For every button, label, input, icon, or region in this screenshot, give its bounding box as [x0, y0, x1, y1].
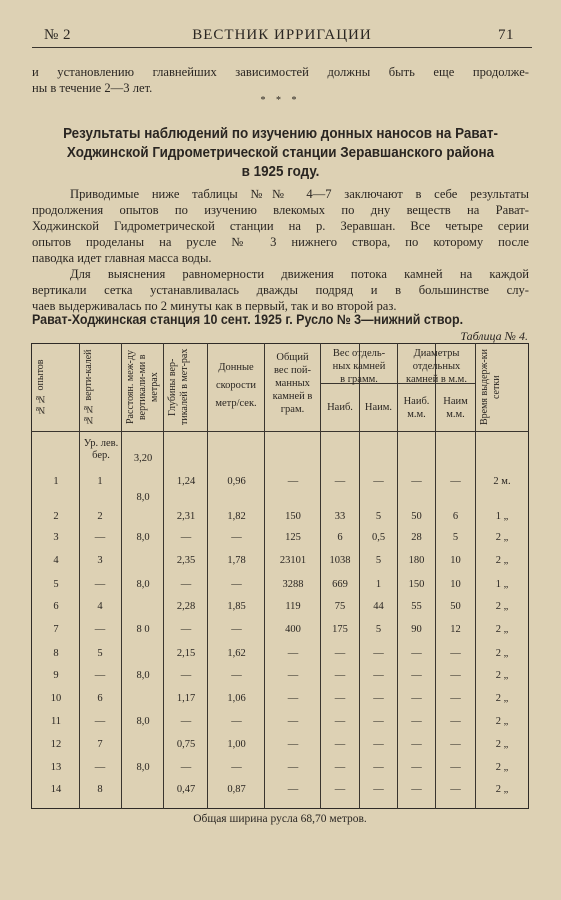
cell-weight-max: — [334, 716, 346, 727]
cell-velocity: 1,78 [227, 555, 246, 566]
cell-weight-min: — [373, 716, 384, 727]
cell-total-weight: — [287, 716, 299, 727]
cell-weight-min: — [373, 670, 384, 681]
cell-total-weight: 150 [285, 511, 301, 522]
cell-time: 2 „ [495, 693, 509, 704]
cell-time: 1 „ [495, 511, 509, 522]
cell-vertical: 5 [97, 648, 103, 659]
table-number-label: Таблица № 4. [460, 329, 528, 343]
cell-experiment: 3 [53, 532, 59, 543]
left-bank-water-level: Ур. лев. бер. [83, 438, 119, 461]
cell-vertical: 1 [97, 476, 103, 487]
cell-depth: 0,75 [176, 739, 196, 750]
cell-velocity: — [231, 624, 242, 635]
cell-weight-max: — [334, 784, 346, 795]
cell-weight-max: — [334, 739, 346, 750]
cell-weight-min: — [373, 762, 384, 773]
cell-diameter-max: 55 [411, 601, 422, 612]
title-line-2: Ходжинской Гидрометрической станции Зеравшанского района [66, 145, 495, 161]
cell-depth: 2,31 [176, 511, 196, 522]
cell-time: 1 „ [495, 579, 509, 590]
cell-total-weight: 400 [285, 624, 301, 635]
cell-weight-min: 1 [375, 579, 382, 590]
cell-diameter-max: 150 [408, 579, 425, 590]
body-p1-line-1: Приводимые ниже таблицы №№ 4—7 заключают в себе результаты [70, 187, 529, 201]
body-p1-line-2: продолжения опытов по изучению влекомых по дну веществ на Рават- [32, 203, 529, 217]
cell-weight-min: 5 [375, 555, 382, 566]
cell-weight-min: — [373, 476, 384, 487]
cell-diameter-min: — [450, 476, 461, 487]
cell-total-weight: 3288 [282, 579, 304, 590]
cell-velocity: 1,62 [227, 648, 246, 659]
cell-vertical: — [94, 624, 106, 635]
cell-weight-min: 0,5 [371, 532, 386, 543]
issue-number: № 2 [44, 27, 72, 43]
title-line-1: Результаты наблюдений по изучению донных наносов на Рават- [63, 126, 498, 142]
cell-weight-max: 33 [334, 511, 346, 522]
cell-experiment: 14 [50, 784, 62, 795]
cell-time: 2 „ [495, 532, 509, 543]
cell-total-weight: — [287, 693, 299, 704]
cell-time: 2 „ [495, 762, 509, 773]
header-experiment-no: №№ опытов [35, 359, 46, 415]
cell-experiment: 6 [53, 601, 59, 612]
header-vertical-no: №№ верти-калей [83, 349, 94, 425]
cell-time: 2 „ [495, 670, 509, 681]
cell-time: 2 „ [495, 716, 509, 727]
body-p1-line-5: паводка идет главная масса воды. [32, 251, 212, 265]
cell-diameter-min: 6 [452, 511, 459, 522]
cell-diameter-min: — [450, 784, 461, 795]
cell-vertical: — [94, 716, 106, 727]
cell-diameter-min: — [450, 648, 461, 659]
cell-weight-max: 1038 [329, 555, 351, 566]
cell-experiment: 5 [53, 579, 59, 590]
cell-vertical: — [94, 670, 106, 681]
running-header [32, 27, 532, 48]
cell-vertical: — [94, 762, 106, 773]
cell-time: 2 „ [495, 739, 509, 750]
cell-weight-max: 75 [334, 601, 346, 612]
intro-line-2: ны в течение 2—3 лет. [32, 81, 153, 95]
header-weight-max: Наиб. [327, 402, 353, 413]
cell-velocity: 1,82 [227, 511, 246, 522]
cell-diameter-min: — [450, 716, 461, 727]
cell-diameter-min: 5 [452, 532, 459, 543]
cell-time: 2 „ [495, 601, 509, 612]
cell-experiment: 8 [53, 648, 59, 659]
cell-distance: 8,0 [136, 579, 150, 590]
cell-depth: — [180, 532, 192, 543]
cell-distance: 8,0 [136, 532, 150, 543]
cell-diameter-max: — [411, 739, 422, 750]
cell-experiment: 4 [53, 555, 59, 566]
cell-experiment: 12 [50, 739, 62, 750]
body-p1-line-4: опытов проделаны на русле № 3 нижнего створа, по которому после [32, 235, 529, 249]
cell-experiment: 2 [53, 511, 59, 522]
cell-vertical: 4 [97, 601, 103, 612]
cell-velocity: — [231, 762, 242, 773]
table-caption: Рават-Ходжинская станция 10 сент. 1925 г. Русло № 3—нижний створ. [32, 312, 464, 327]
cell-weight-min: 44 [373, 601, 384, 612]
cell-diameter-min: — [450, 739, 461, 750]
cell-weight-min: 5 [375, 624, 382, 635]
page-number: 71 [498, 27, 514, 43]
cell-total-weight: — [287, 670, 299, 681]
cell-weight-max: — [334, 762, 346, 773]
header-depth: Глубины вер-тикалей в мет-рах [167, 348, 190, 426]
cell-total-weight: — [287, 476, 299, 487]
left-bank-distance: 3,20 [133, 453, 153, 464]
cell-total-weight: — [287, 739, 299, 750]
header-distance: Расстоян. меж-ду вертикали-ми в метрах [125, 350, 160, 424]
cell-time: 2 „ [495, 648, 509, 659]
cell-velocity: 0,87 [227, 784, 246, 795]
cell-experiment: 1 [53, 476, 59, 487]
cell-total-weight: — [287, 762, 299, 773]
cell-diameter-max: — [411, 693, 422, 704]
header-holding-time: Время выдерж-ки сетки [479, 349, 502, 425]
cell-diameter-max: 90 [411, 624, 422, 635]
cell-weight-min: — [373, 739, 384, 750]
header-bottom-rule [31, 431, 529, 432]
header-diameter-min: Наим м.м. [443, 396, 468, 420]
title-line-3: в 1925 году. [241, 164, 320, 180]
cell-depth: — [180, 716, 192, 727]
article-title [52, 125, 509, 182]
cell-diameter-max: 50 [411, 511, 422, 522]
header-bottom-velocity: Донные скорости метр/сек. [215, 362, 257, 409]
header-diameter-max: Наиб. м.м. [403, 396, 430, 420]
col-separator [79, 343, 80, 809]
cell-vertical: 2 [97, 511, 103, 522]
cell-depth: 0,47 [176, 784, 196, 795]
body-p2-line-3: чаев выдерживалась по 2 минуты как в первый, так и во второй раз. [32, 299, 397, 313]
cell-depth: — [180, 670, 192, 681]
cell-diameter-min: — [450, 670, 461, 681]
cell-time: 2 м. [493, 476, 511, 487]
cell-depth: 2,15 [176, 648, 196, 659]
col-separator [207, 343, 208, 809]
cell-distance: 8,0 [136, 762, 150, 773]
cell-experiment: 13 [50, 762, 62, 773]
cell-weight-max: — [334, 670, 346, 681]
cell-diameter-max: — [411, 670, 422, 681]
cell-vertical: 8 [97, 784, 103, 795]
cell-distance: 8 0 [136, 624, 150, 635]
cell-depth: — [180, 579, 192, 590]
cell-total-weight: 119 [285, 601, 301, 612]
body-p2-line-2: вертикали сетка устанавливалась дважды подряд и в большинстве слу- [32, 283, 529, 297]
cell-velocity: — [231, 579, 242, 590]
header-stone-weight-group: Вес отдель- ных камней в грамм. [332, 348, 386, 385]
cell-time: 2 „ [495, 624, 509, 635]
cell-vertical: 3 [97, 555, 103, 566]
cell-diameter-max: 180 [408, 555, 425, 566]
cell-experiment: 11 [50, 716, 62, 727]
cell-diameter-min: 10 [450, 555, 461, 566]
cell-distance: 8,0 [136, 670, 150, 681]
header-total-weight: Общий вес пой- манных камней в грам. [272, 352, 313, 415]
cell-velocity: 1,00 [227, 739, 246, 750]
body-p2-line-1: Для выяснения равномерности движения потока камней на каждой [70, 267, 529, 281]
cell-diameter-max: — [411, 762, 422, 773]
cell-weight-max: 6 [337, 532, 343, 543]
section-separator: * * * [260, 95, 301, 106]
cell-velocity: 1,85 [227, 601, 246, 612]
cell-time: 2 „ [495, 555, 509, 566]
cell-vertical: 7 [97, 739, 103, 750]
cell-velocity: — [231, 670, 242, 681]
cell-diameter-min: — [450, 693, 461, 704]
cell-depth: 1,17 [176, 693, 196, 704]
cell-vertical: 6 [97, 693, 103, 704]
cell-experiment: 7 [53, 624, 59, 635]
cell-weight-min: — [373, 784, 384, 795]
cell-diameter-min: 12 [450, 624, 461, 635]
cell-diameter-max: — [411, 648, 422, 659]
cell-diameter-min: 50 [450, 601, 461, 612]
cell-depth: 1,24 [176, 476, 196, 487]
cell-depth: 2,28 [176, 601, 196, 612]
col-separator [121, 343, 122, 809]
cell-weight-max: — [334, 476, 346, 487]
cell-distance: 8,0 [136, 716, 150, 727]
cell-weight-max: 669 [332, 579, 348, 590]
cell-diameter-max: — [411, 784, 422, 795]
cell-diameter-max: 28 [411, 532, 422, 543]
intro-line-1: и установлению главнейших зависимостей должны быть еще продолже- [32, 65, 529, 79]
cell-total-weight: 23101 [279, 555, 307, 566]
cell-time: 2 „ [495, 784, 509, 795]
cell-velocity: — [231, 716, 242, 727]
cell-experiment: 10 [50, 693, 62, 704]
header-weight-min: Наим. [364, 402, 393, 413]
cell-velocity: 1,06 [227, 693, 246, 704]
cell-velocity: 0,96 [227, 476, 246, 487]
cell-weight-min: — [373, 693, 384, 704]
journal-title: ВЕСТНИК ИРРИГАЦИИ [192, 27, 372, 43]
cell-depth: 2,35 [176, 555, 196, 566]
cell-diameter-min: 10 [450, 579, 461, 590]
cell-weight-min: — [373, 648, 384, 659]
cell-depth: — [180, 624, 192, 635]
cell-total-weight: — [287, 784, 299, 795]
cell-experiment: 9 [53, 670, 59, 681]
data-table [31, 343, 529, 827]
cell-weight-max: — [334, 693, 346, 704]
cell-diameter-max: — [411, 716, 422, 727]
col-separator [163, 343, 164, 809]
cell-velocity: — [231, 532, 242, 543]
cell-depth: — [180, 762, 192, 773]
cell-weight-max: 175 [332, 624, 348, 635]
cell-diameter-max: — [411, 476, 422, 487]
table-footnote: Общая ширина русла 68,70 метров. [193, 813, 367, 825]
body-p1-line-3: Ходжинской Гидрометрической станции на р. Зеравшан. Все четыре серии [32, 219, 529, 233]
col-separator [475, 343, 476, 809]
cell-total-weight: 125 [285, 532, 301, 543]
header-stone-diameter-group: Диаметры отдельных камней в м.м. [406, 348, 467, 385]
cell-vertical: — [94, 579, 106, 590]
cell-diameter-min: — [450, 762, 461, 773]
cell-vertical: — [94, 532, 106, 543]
cell-total-weight: — [287, 648, 299, 659]
cell-distance: 8,0 [136, 492, 150, 503]
cell-weight-max: — [334, 648, 346, 659]
cell-weight-min: 5 [375, 511, 382, 522]
